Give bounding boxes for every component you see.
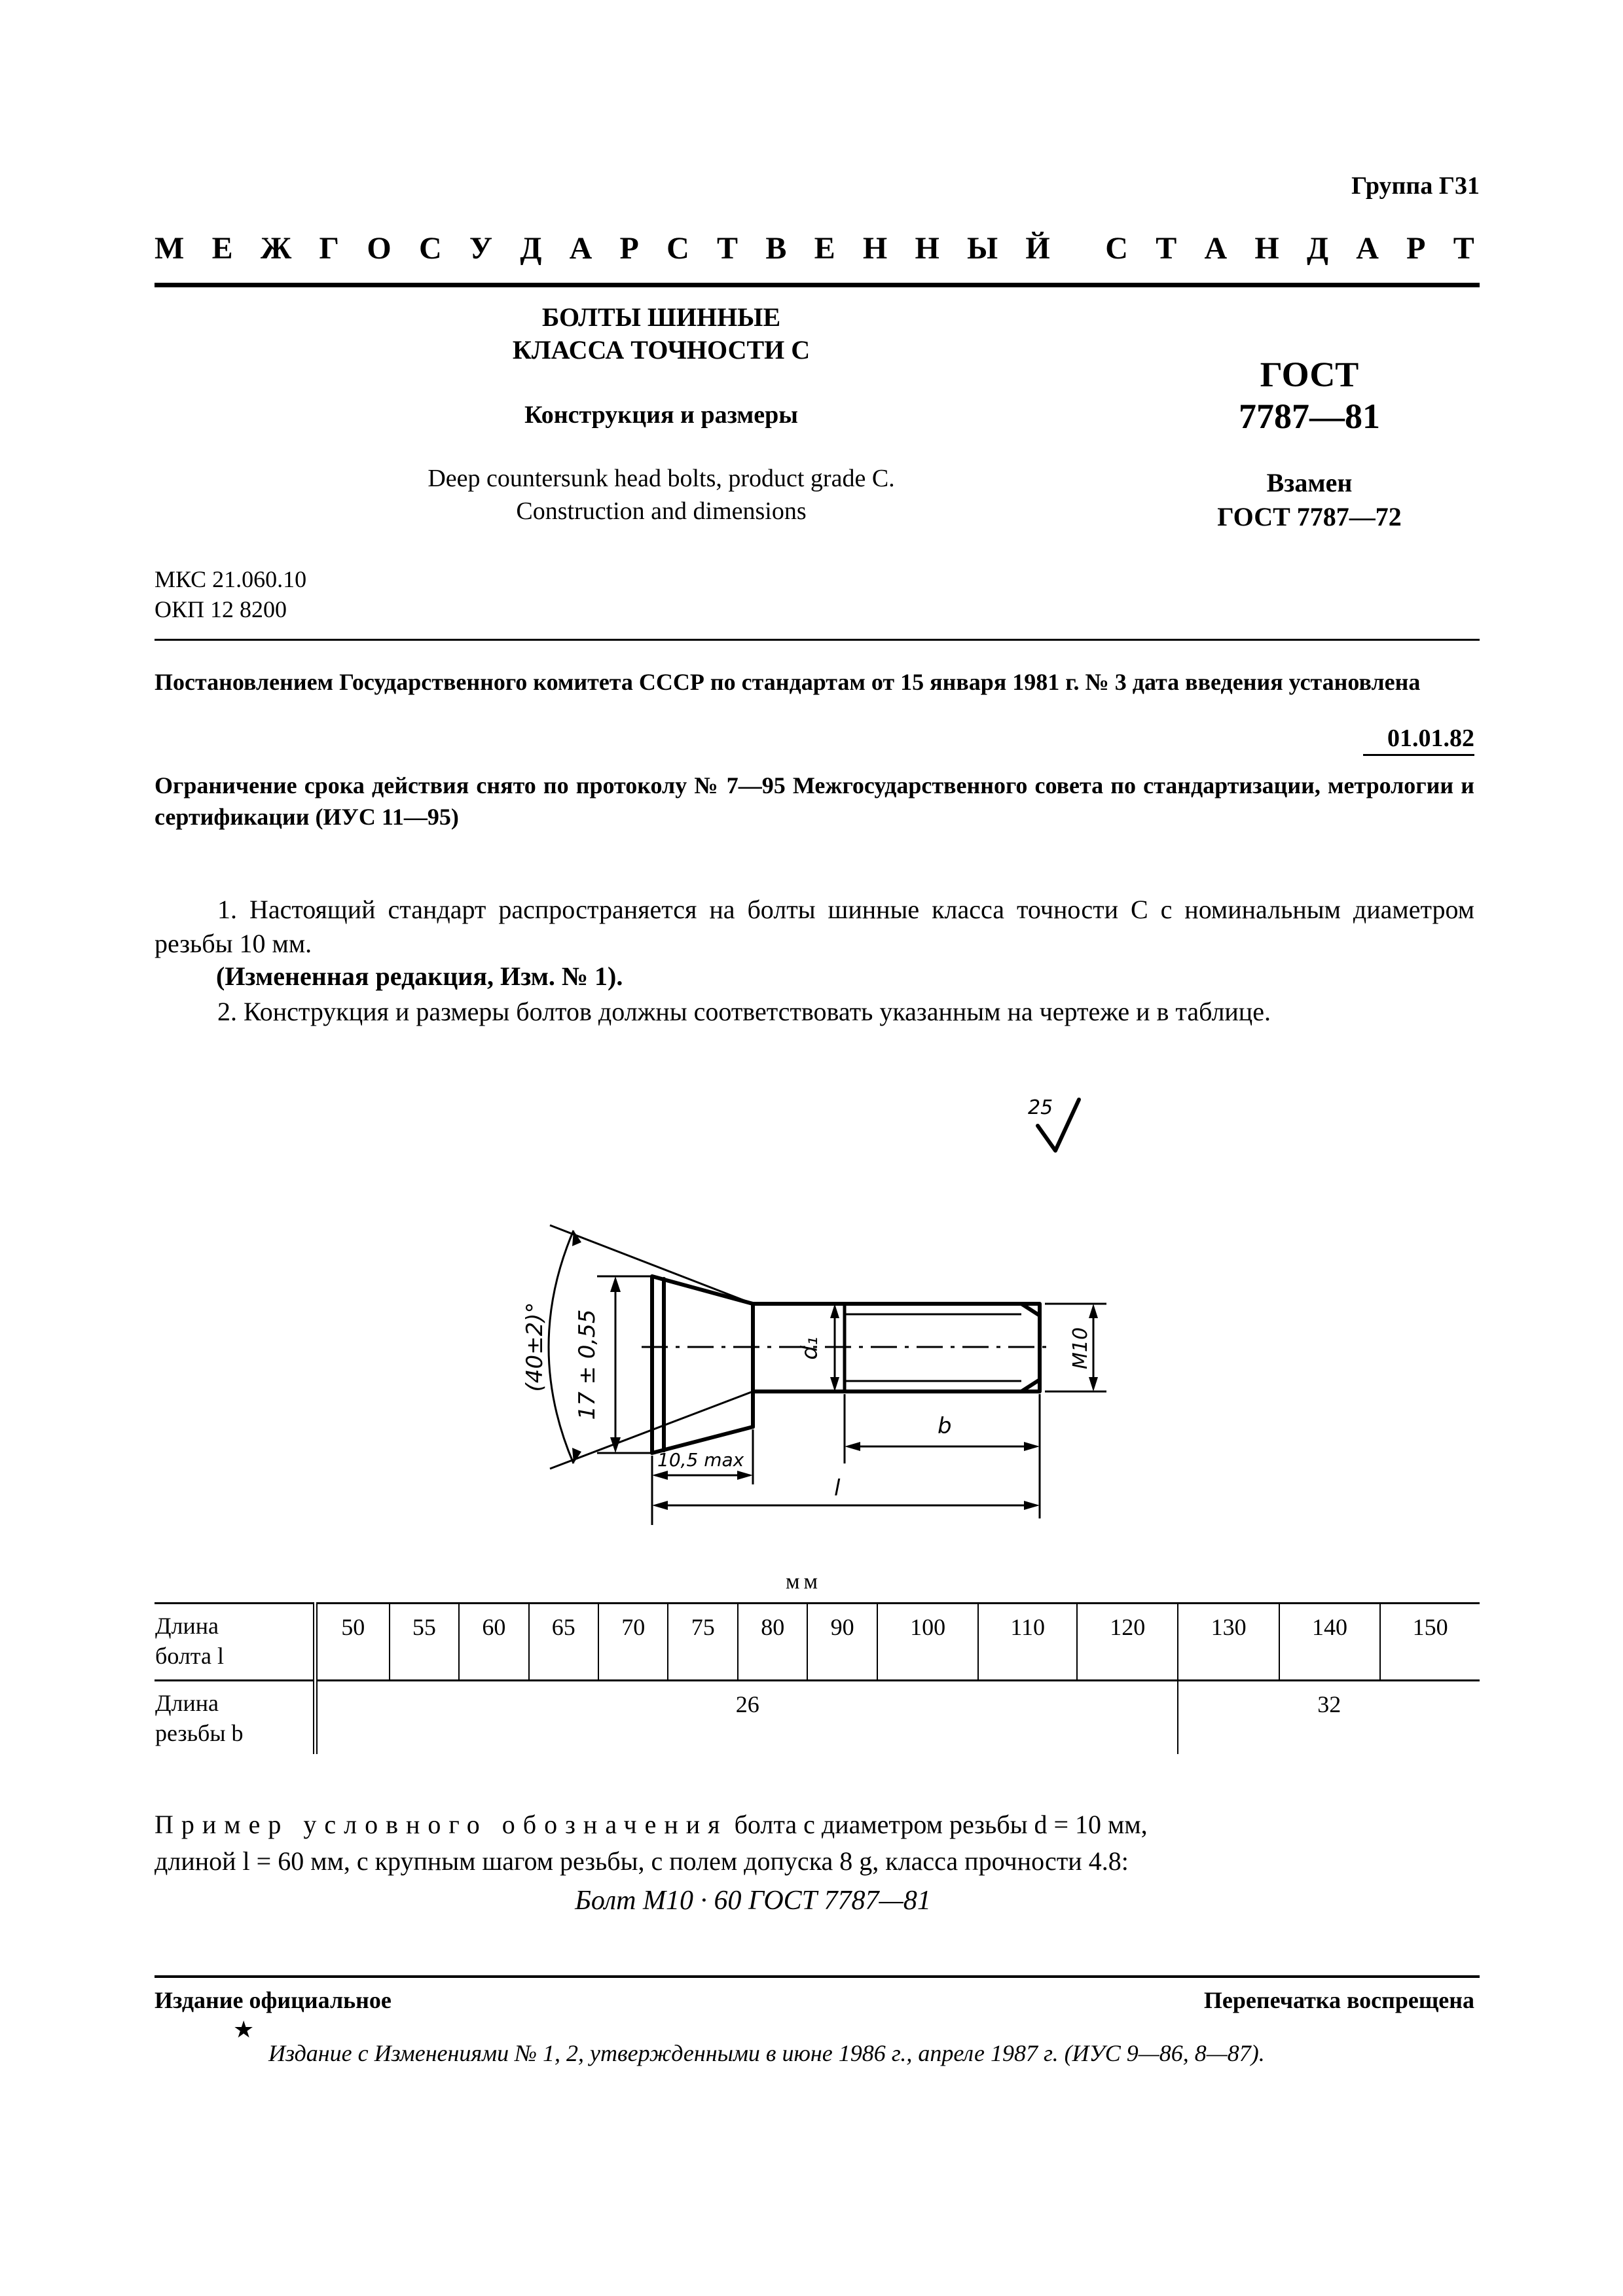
angle-label: (40±2)°: [522, 1302, 548, 1392]
row-header-line: болта l: [155, 1643, 224, 1669]
reprint-prohibited: Перепечатка воспрещена: [1203, 1987, 1474, 2013]
gost-number: 7787—81: [1239, 397, 1380, 436]
banner-letter: Д: [1306, 231, 1328, 266]
banner-letter: Г: [319, 231, 340, 266]
star-icon: ★: [233, 2017, 255, 2043]
row-header-bolt-length: [155, 1604, 316, 1681]
table-row-thread-length: [155, 1681, 1480, 1755]
length-cell: 150: [1380, 1604, 1480, 1681]
banner-letter: Д: [520, 231, 542, 266]
group-code: Группа Г31: [1351, 172, 1480, 200]
banner-letter: Н: [915, 231, 939, 266]
amendment-note: (Измененная редакция, Изм. № 1).: [216, 961, 623, 991]
row-header-line: Длина: [155, 1613, 219, 1639]
gost-label: ГОСТ: [1260, 355, 1359, 394]
official-edition: Издание официальное: [155, 1987, 392, 2013]
table-row-bolt-length: [155, 1604, 1480, 1681]
banner-letter: А: [569, 231, 593, 266]
banner-letter: Ы: [967, 231, 998, 266]
banner-letter: Е: [814, 231, 835, 266]
length-cell: 80: [738, 1604, 807, 1681]
banner-letter: Р: [619, 231, 639, 266]
banner-letter: Р: [1406, 231, 1426, 266]
bolt-head: [652, 1276, 753, 1453]
footer-rule: [155, 1975, 1480, 1978]
designation-example: [155, 1806, 1474, 1880]
m10-label: M10: [1069, 1327, 1092, 1370]
head-length-label: 10,5 max: [657, 1449, 744, 1471]
length-cell: 120: [1077, 1604, 1178, 1681]
okp-code: ОКП 12 8200: [155, 596, 287, 622]
banner-letter: Й: [1025, 231, 1050, 266]
length-cell: 50: [316, 1604, 390, 1681]
banner-letter: Ж: [260, 231, 292, 266]
banner-letter: Т: [1156, 231, 1177, 266]
example-text-1: болта с диаметром резьбы d = 10 мм,: [727, 1810, 1148, 1839]
length-cell: 75: [668, 1604, 737, 1681]
mks-code: МКС 21.060.10: [155, 566, 307, 592]
banner-letter: Т: [1453, 231, 1474, 266]
banner-letter: А: [1204, 231, 1228, 266]
length-cell: 55: [390, 1604, 459, 1681]
length-cell: 140: [1279, 1604, 1380, 1681]
thread-length-26: 26: [316, 1681, 1178, 1755]
designation-formula: Болт M10 · 60 ГОСТ 7787—81: [575, 1886, 931, 1916]
title-line-2: КЛАССА ТОЧНОСТИ С: [512, 335, 811, 365]
document-subtitle: Конструкция и размеры: [524, 401, 798, 429]
dimensions-table: [155, 1602, 1480, 1754]
length-cell: 130: [1178, 1604, 1279, 1681]
row-header-line: Длина: [155, 1690, 219, 1716]
edition-note: Издание с Изменениями № 1, 2, утвержденными в июне 1986 г., апреле 1987 г. (ИУС 9—86, 8—87).: [268, 2040, 1265, 2066]
english-title-line-1: Deep countersunk head bolts, product grade C.: [428, 465, 895, 492]
row-header-line: резьбы b: [155, 1720, 244, 1746]
paragraph-2: 2. Конструкция и размеры болтов должны соответствовать указанным на чертеже и в таблице.: [217, 997, 1271, 1026]
banner-letter: А: [1356, 231, 1379, 266]
paragraph-1: 1. Настоящий стандарт распространяется на болты шинные класса точности С с номинальным диаметром резьбы 10 мм.: [155, 895, 1474, 958]
banner-letter: Т: [717, 231, 739, 266]
banner-letter: С: [1105, 231, 1128, 266]
b-label: b: [938, 1413, 952, 1439]
banner-letter: О: [367, 231, 392, 266]
replaces-number: ГОСТ 7787—72: [1217, 502, 1402, 531]
thread-length-32: 32: [1178, 1681, 1480, 1755]
length-cell: 90: [807, 1604, 877, 1681]
head-diameter-label: 17 ± 0,55: [574, 1309, 600, 1420]
d1-label: d₁: [797, 1336, 823, 1360]
l-label: l: [834, 1475, 841, 1501]
english-title-line-2: Construction and dimensions: [516, 497, 807, 525]
limitation-text: Ограничение срока действия снято по протоколу № 7—95 Межгосударственного совета по стандартизации, метрологии и сертификации (ИУС 11—95): [155, 772, 1474, 830]
example-lead: Пример условного обозначения: [155, 1810, 728, 1839]
decree-text: Постановлением Государственного комитета СССР по стандартам от 15 января 1981 г. № 3 дата введения установлена: [155, 669, 1421, 695]
banner-letter: Е: [211, 231, 233, 266]
replaces-label: Взамен: [1266, 468, 1353, 497]
length-cell: 100: [877, 1604, 978, 1681]
length-cell: 65: [529, 1604, 598, 1681]
banner-letter: С: [418, 231, 442, 266]
roughness-value: 25: [1028, 1096, 1053, 1119]
table-unit: мм: [786, 1570, 822, 1594]
banner-letter: Н: [862, 231, 888, 266]
introduction-date: 01.01.82: [1387, 725, 1474, 752]
banner-letter: У: [469, 231, 493, 266]
length-cell: 60: [459, 1604, 528, 1681]
length-cell: 70: [598, 1604, 668, 1681]
banner-letter: В: [765, 231, 787, 266]
row-header-thread-length: [155, 1681, 316, 1755]
example-text-2: длиной l = 60 мм, с крупным шагом резьбы, с полем допуска 8 g, класса прочности 4.8:: [155, 1846, 1129, 1876]
length-cell: 110: [978, 1604, 1077, 1681]
banner-letter: М: [155, 231, 185, 266]
banner-letter: Н: [1254, 231, 1279, 266]
title-line-1: БОЛТЫ ШИННЫЕ: [541, 302, 781, 332]
banner-letter: С: [666, 231, 689, 266]
